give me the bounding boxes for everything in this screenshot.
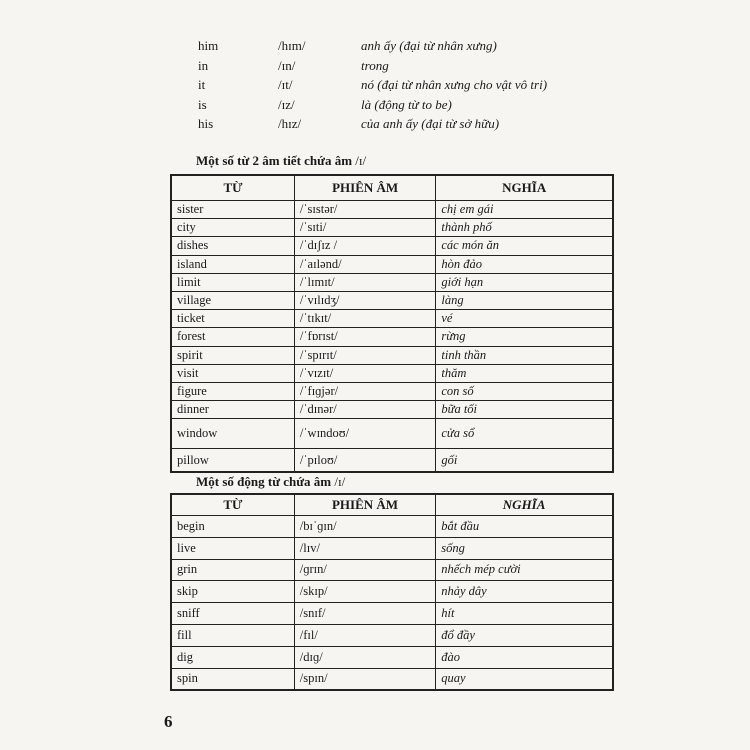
word-list bbox=[198, 38, 558, 136]
word: in bbox=[198, 57, 209, 73]
cell-phonetic: /ˈdɪnər/ bbox=[294, 401, 435, 419]
table-row bbox=[171, 401, 613, 419]
cell-meaning: thành phố bbox=[436, 219, 613, 237]
cell-word: city bbox=[171, 219, 294, 237]
table-row bbox=[171, 581, 613, 603]
cell-word: skip bbox=[171, 581, 294, 603]
cell-word: spin bbox=[171, 668, 294, 690]
section-sound: /ɪ/ bbox=[355, 153, 367, 168]
cell-phonetic: /skɪp/ bbox=[294, 581, 435, 603]
cell-phonetic: /ˈpɪloʊ/ bbox=[294, 449, 435, 473]
header-meaning: NGHĨA bbox=[436, 494, 613, 516]
cell-meaning: đào bbox=[436, 646, 613, 668]
meaning: của anh ấy (đại từ sở hữu) bbox=[361, 116, 500, 131]
table-row bbox=[171, 449, 613, 473]
cell-word: dinner bbox=[171, 401, 294, 419]
cell-word: limit bbox=[171, 273, 294, 291]
table-row bbox=[171, 310, 613, 328]
cell-phonetic: /lɪv/ bbox=[294, 537, 435, 559]
table-row bbox=[171, 201, 613, 219]
cell-phonetic: /ˈdɪʃɪz / bbox=[294, 237, 435, 255]
section-2-title bbox=[196, 474, 345, 490]
cell-phonetic: /ˈlɪmɪt/ bbox=[294, 273, 435, 291]
word: his bbox=[198, 116, 214, 131]
cell-word: fill bbox=[171, 624, 294, 646]
cell-meaning: vé bbox=[436, 310, 613, 328]
word-list-item bbox=[198, 77, 558, 97]
cell-meaning: bữa tối bbox=[436, 401, 613, 419]
word: it bbox=[198, 77, 206, 92]
table-row bbox=[171, 668, 613, 690]
cell-meaning: hòn đảo bbox=[436, 255, 613, 273]
table-row bbox=[171, 559, 613, 581]
cell-meaning: sống bbox=[436, 537, 613, 559]
cell-word: sniff bbox=[171, 603, 294, 625]
cell-phonetic: /ˈvɪlɪdʒ/ bbox=[294, 291, 435, 309]
cell-word: dig bbox=[171, 646, 294, 668]
cell-meaning: làng bbox=[436, 291, 613, 309]
cell-meaning: con số bbox=[436, 382, 613, 400]
word-list-item bbox=[198, 38, 558, 58]
cell-meaning: rừng bbox=[436, 328, 613, 346]
table-row bbox=[171, 537, 613, 559]
phonetic: /ɪt/ bbox=[278, 77, 293, 92]
cell-phonetic: /spɪn/ bbox=[294, 668, 435, 690]
meaning: nó (đại từ nhân xưng cho vật vô tri) bbox=[361, 77, 548, 92]
cell-meaning: các món ăn bbox=[436, 237, 613, 255]
cell-phonetic: /fɪl/ bbox=[294, 624, 435, 646]
cell-meaning: tinh thần bbox=[436, 346, 613, 364]
table-row bbox=[171, 516, 613, 538]
cell-word: begin bbox=[171, 516, 294, 538]
table-header-row bbox=[171, 175, 613, 201]
header-meaning: NGHĨA bbox=[436, 175, 613, 201]
cell-word: pillow bbox=[171, 449, 294, 473]
cell-meaning: hít bbox=[436, 603, 613, 625]
table-row bbox=[171, 419, 613, 449]
table-row bbox=[171, 382, 613, 400]
cell-meaning: chị em gái bbox=[436, 201, 613, 219]
cell-word: forest bbox=[171, 328, 294, 346]
table-row bbox=[171, 624, 613, 646]
cell-word: sister bbox=[171, 201, 294, 219]
verbs-table bbox=[170, 493, 614, 691]
cell-phonetic: /snɪf/ bbox=[294, 603, 435, 625]
meaning: anh ấy (đại từ nhân xưng) bbox=[361, 38, 497, 53]
table-row bbox=[171, 219, 613, 237]
table-row bbox=[171, 291, 613, 309]
section-title-text: Một số động từ chứa âm bbox=[196, 474, 332, 489]
table-row bbox=[171, 255, 613, 273]
cell-meaning: gối bbox=[436, 449, 613, 473]
meaning: là (động từ to be) bbox=[361, 96, 452, 112]
word: is bbox=[198, 96, 207, 112]
section-title-text: Một số từ 2 âm tiết chứa âm bbox=[196, 153, 353, 168]
cell-phonetic: /ˈfɒrɪst/ bbox=[294, 328, 435, 346]
table-row bbox=[171, 346, 613, 364]
phonetic: /hɪm/ bbox=[278, 38, 306, 53]
phonetic: /hɪz/ bbox=[278, 116, 302, 131]
cell-meaning: quay bbox=[436, 668, 613, 690]
word-list-item bbox=[198, 97, 558, 117]
cell-word: visit bbox=[171, 364, 294, 382]
cell-phonetic: /bɪˈɡɪn/ bbox=[294, 516, 435, 538]
table-row bbox=[171, 328, 613, 346]
cell-phonetic: /ˈwɪndoʊ/ bbox=[294, 419, 435, 449]
table-row bbox=[171, 603, 613, 625]
word-list-item bbox=[198, 116, 558, 136]
cell-meaning: bắt đầu bbox=[436, 516, 613, 538]
cell-phonetic: /ˈfɪɡjər/ bbox=[294, 382, 435, 400]
table-header-row bbox=[171, 494, 613, 516]
header-phonetic: PHIÊN ÂM bbox=[294, 494, 435, 516]
section-1-title bbox=[196, 153, 366, 169]
cell-word: figure bbox=[171, 382, 294, 400]
header-word: TỪ bbox=[171, 175, 294, 201]
two-syllable-words-table bbox=[170, 174, 614, 473]
cell-word: ticket bbox=[171, 310, 294, 328]
cell-phonetic: /ˈaɪlənd/ bbox=[294, 255, 435, 273]
table-row bbox=[171, 273, 613, 291]
cell-meaning: thăm bbox=[436, 364, 613, 382]
table-row bbox=[171, 237, 613, 255]
cell-phonetic: /dɪɡ/ bbox=[294, 646, 435, 668]
header-word: TỪ bbox=[171, 494, 294, 516]
table-row bbox=[171, 646, 613, 668]
cell-meaning: nhếch mép cười bbox=[436, 559, 613, 581]
cell-word: live bbox=[171, 537, 294, 559]
cell-meaning: nhảy dây bbox=[436, 581, 613, 603]
cell-phonetic: /ˈvɪzɪt/ bbox=[294, 364, 435, 382]
table-row bbox=[171, 364, 613, 382]
cell-phonetic: /ˈsɪti/ bbox=[294, 219, 435, 237]
cell-phonetic: /ˈtɪkɪt/ bbox=[294, 310, 435, 328]
cell-word: island bbox=[171, 255, 294, 273]
cell-word: dishes bbox=[171, 237, 294, 255]
meaning: trong bbox=[361, 57, 389, 73]
phonetic: /ɪn/ bbox=[278, 57, 296, 73]
page-number: 6 bbox=[164, 712, 173, 731]
cell-phonetic: /ˈspɪrɪt/ bbox=[294, 346, 435, 364]
phonetic: /ɪz/ bbox=[278, 96, 295, 112]
cell-meaning: cửa sổ bbox=[436, 419, 613, 449]
cell-word: grin bbox=[171, 559, 294, 581]
cell-phonetic: /ˈsɪstər/ bbox=[294, 201, 435, 219]
header-phonetic: PHIÊN ÂM bbox=[294, 175, 435, 201]
cell-phonetic: /ɡrɪn/ bbox=[294, 559, 435, 581]
cell-meaning: giới hạn bbox=[436, 273, 613, 291]
cell-meaning: đổ đầy bbox=[436, 624, 613, 646]
cell-word: spirit bbox=[171, 346, 294, 364]
word: him bbox=[198, 38, 219, 53]
cell-word: window bbox=[171, 419, 294, 449]
word-list-item bbox=[198, 58, 558, 78]
section-sound: /ɪ/ bbox=[334, 474, 346, 489]
cell-word: village bbox=[171, 291, 294, 309]
